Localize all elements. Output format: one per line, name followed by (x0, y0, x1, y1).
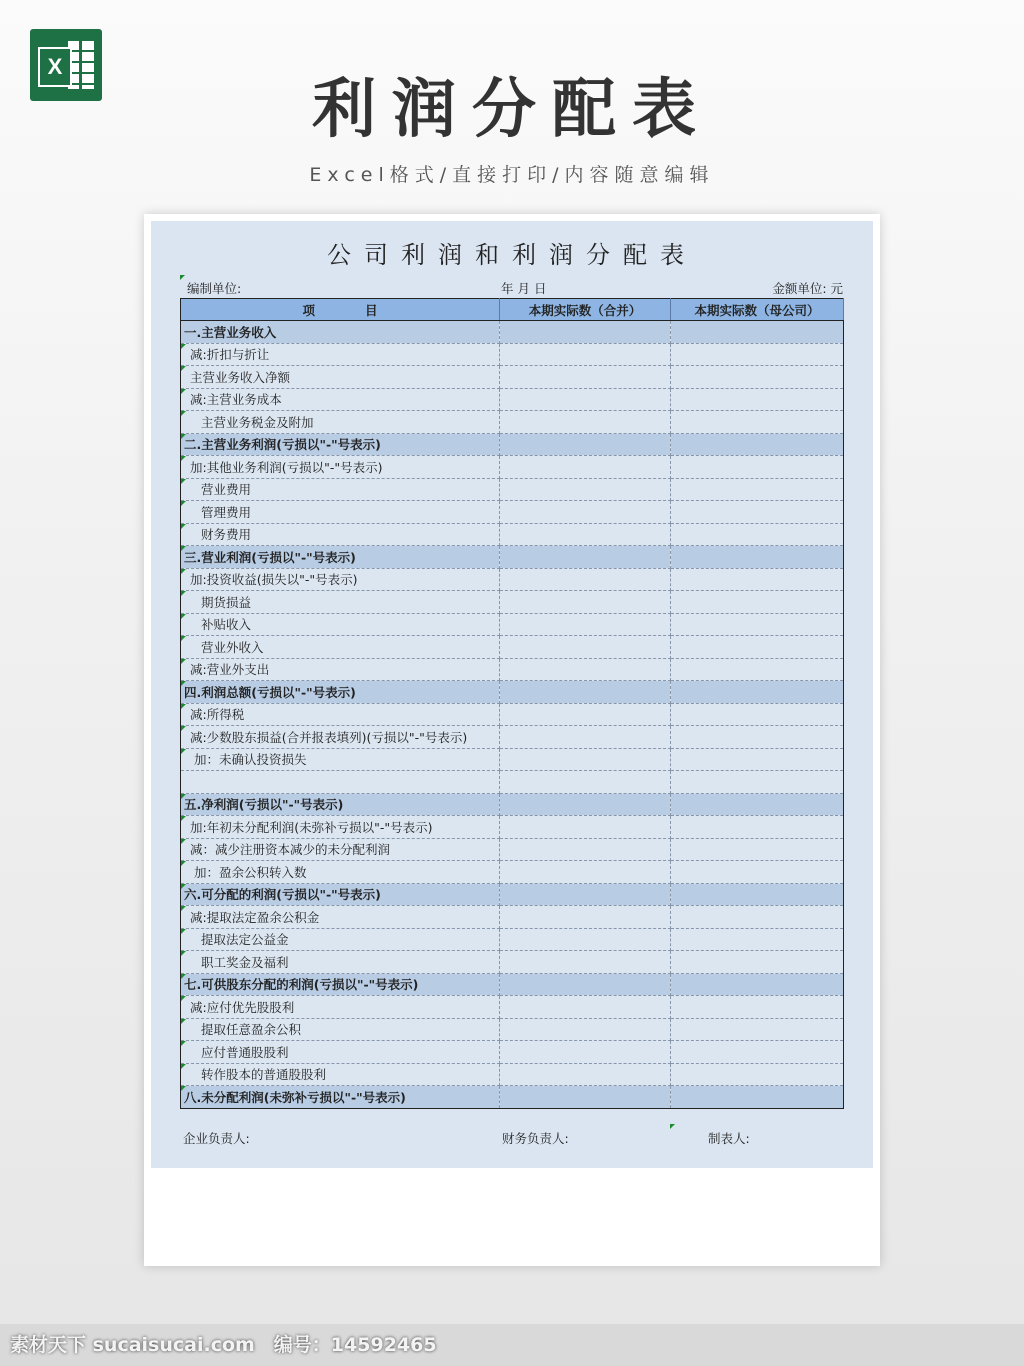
cell-comment-marker (181, 501, 186, 506)
consolidated-value-cell[interactable] (500, 748, 671, 771)
date-label: 年 月 日 (501, 281, 547, 296)
cell-comment-marker (181, 456, 186, 461)
parent-value-cell[interactable] (671, 973, 844, 996)
consolidated-value-cell[interactable] (500, 951, 671, 974)
row-label-cell[interactable]: 财务费用 (181, 523, 500, 546)
consolidated-value-cell[interactable] (500, 321, 671, 344)
row-label-cell[interactable]: 八.未分配利润(未弥补亏损以"-"号表示) (181, 1086, 500, 1109)
table-row (181, 343, 844, 366)
parent-value-cell[interactable] (671, 388, 844, 411)
cell-comment-marker (181, 546, 186, 551)
cell-comment-marker (181, 996, 186, 1001)
cell-comment-marker (181, 411, 186, 416)
preparer-signature-label: 制表人: (708, 1131, 750, 1146)
table-row (181, 388, 844, 411)
spreadsheet-preview-card (144, 214, 880, 1266)
cell-comment-marker (181, 906, 186, 911)
parent-value-cell[interactable] (671, 568, 844, 591)
row-label-cell[interactable]: 减:所得税 (181, 703, 500, 726)
cell-comment-marker (181, 366, 186, 371)
consolidated-value-cell[interactable] (500, 523, 671, 546)
row-label-cell[interactable]: 七.可供股东分配的利润(亏损以"-"号表示) (181, 973, 500, 996)
cell-comment-marker (181, 614, 186, 619)
row-label-cell[interactable]: 营业费用 (181, 478, 500, 501)
cell-comment-marker (181, 1064, 186, 1069)
row-label-cell[interactable] (181, 771, 500, 794)
parent-value-cell[interactable] (671, 1041, 844, 1064)
column-header-parent: 本期实际数（母公司） (671, 299, 844, 321)
cell-comment-marker (181, 434, 186, 439)
consolidated-value-cell[interactable] (500, 681, 671, 704)
table-row (181, 771, 844, 794)
parent-value-cell[interactable] (671, 411, 844, 434)
currency-label: 金额单位: 元 (772, 281, 843, 296)
finance-signature-label: 财务负责人: (502, 1131, 569, 1146)
consolidated-value-cell[interactable] (500, 996, 671, 1019)
sheet-title: 公司利润和利润分配表 (327, 241, 697, 269)
row-label-cell[interactable]: 主营业务收入净额 (181, 366, 500, 389)
consolidated-value-cell[interactable] (500, 928, 671, 951)
consolidated-value-cell[interactable] (500, 883, 671, 906)
section-row (181, 973, 844, 996)
parent-value-cell[interactable] (671, 456, 844, 479)
consolidated-value-cell[interactable] (500, 658, 671, 681)
row-label-cell[interactable]: 减:折扣与折让 (181, 343, 500, 366)
consolidated-value-cell[interactable] (500, 1086, 671, 1109)
parent-value-cell[interactable] (671, 523, 844, 546)
consolidated-value-cell[interactable] (500, 546, 671, 569)
cell-comment-marker (181, 389, 186, 394)
consolidated-value-cell[interactable] (500, 613, 671, 636)
row-label-cell[interactable]: 转作股本的普通股股利 (181, 1063, 500, 1086)
parent-value-cell[interactable] (671, 771, 844, 794)
parent-value-cell[interactable] (671, 1018, 844, 1041)
cell-comment-marker (181, 524, 186, 529)
table-row (181, 1063, 844, 1086)
cell-comment-marker (181, 591, 186, 596)
table-row (181, 636, 844, 659)
row-label-cell[interactable]: 加:年初未分配利润(未弥补亏损以"-"号表示) (181, 816, 500, 839)
consolidated-value-cell[interactable] (500, 771, 671, 794)
consolidated-value-cell[interactable] (500, 568, 671, 591)
cell-comment-marker (181, 884, 186, 889)
row-label-cell[interactable]: 六.可分配的利润(亏损以"-"号表示) (181, 883, 500, 906)
parent-value-cell[interactable] (671, 1063, 844, 1086)
row-label-cell[interactable]: 期货损益 (181, 591, 500, 614)
row-label-cell[interactable]: 主营业务税金及附加 (181, 411, 500, 434)
row-label-cell[interactable]: 减:营业外支出 (181, 658, 500, 681)
table-row (181, 523, 844, 546)
cell-comment-marker (181, 794, 186, 799)
row-label-cell[interactable]: 应付普通股股利 (181, 1041, 500, 1064)
table-row (181, 366, 844, 389)
consolidated-value-cell[interactable] (500, 456, 671, 479)
cell-comment-marker (181, 1086, 186, 1091)
table-row (181, 816, 844, 839)
row-label-cell[interactable]: 提取任意盈余公积 (181, 1018, 500, 1041)
cell-comment-marker (181, 974, 186, 979)
parent-value-cell[interactable] (671, 883, 844, 906)
consolidated-value-cell[interactable] (500, 366, 671, 389)
cell-comment-marker (181, 929, 186, 934)
table-row (181, 1018, 844, 1041)
manager-signature-label: 企业负责人: (183, 1131, 250, 1146)
consolidated-value-cell[interactable] (500, 838, 671, 861)
section-row (181, 1086, 844, 1109)
parent-value-cell[interactable] (671, 501, 844, 524)
unit-label: 编制单位: (187, 281, 242, 296)
cell-comment-marker (181, 704, 186, 709)
table-row (181, 996, 844, 1019)
table-row (181, 838, 844, 861)
section-row (181, 793, 844, 816)
parent-value-cell[interactable] (671, 906, 844, 929)
table-row (181, 501, 844, 524)
row-label-cell[interactable]: 减:提取法定盈余公积金 (181, 906, 500, 929)
cell-comment-marker (181, 951, 186, 956)
cell-comment-marker (181, 344, 186, 349)
cell-comment-marker (181, 659, 186, 664)
parent-value-cell[interactable] (671, 951, 844, 974)
cell-comment-marker (181, 749, 186, 754)
parent-value-cell[interactable] (671, 658, 844, 681)
consolidated-value-cell[interactable] (500, 973, 671, 996)
row-label-cell[interactable]: 减：减少注册资本减少的未分配利润 (181, 838, 500, 861)
section-row (181, 321, 844, 344)
row-label-cell[interactable]: 管理费用 (181, 501, 500, 524)
column-header-item: 项 目 (181, 299, 500, 321)
parent-value-cell[interactable] (671, 816, 844, 839)
row-label-cell[interactable]: 一.主营业务收入 (181, 321, 500, 344)
table-row (181, 478, 844, 501)
consolidated-value-cell[interactable] (500, 1018, 671, 1041)
parent-value-cell[interactable] (671, 928, 844, 951)
column-header-consolidated: 本期实际数（合并） (500, 299, 671, 321)
row-label-cell[interactable]: 补贴收入 (181, 613, 500, 636)
row-label-cell[interactable]: 减:少数股东损益(合并报表填列)(亏损以"-"号表示) (181, 726, 500, 749)
consolidated-value-cell[interactable] (500, 433, 671, 456)
row-label-cell[interactable]: 减:应付优先股股利 (181, 996, 500, 1019)
consolidated-value-cell[interactable] (500, 726, 671, 749)
consolidated-value-cell[interactable] (500, 591, 671, 614)
cell-comment-marker (181, 479, 186, 484)
table-row (181, 928, 844, 951)
excel-letter-badge: X (38, 47, 72, 87)
consolidated-value-cell[interactable] (500, 478, 671, 501)
cell-comment-marker (181, 681, 186, 686)
parent-value-cell[interactable] (671, 321, 844, 344)
consolidated-value-cell[interactable] (500, 343, 671, 366)
row-label-cell[interactable]: 二.主营业务利润(亏损以"-"号表示) (181, 433, 500, 456)
spreadsheet-sheet (151, 221, 873, 1168)
section-row (181, 681, 844, 704)
row-label-cell[interactable]: 营业外收入 (181, 636, 500, 659)
parent-value-cell[interactable] (671, 591, 844, 614)
table-row (181, 703, 844, 726)
table-body (181, 321, 844, 1109)
table-row (181, 658, 844, 681)
cell-comment-marker (181, 636, 186, 641)
table-row (181, 951, 844, 974)
parent-value-cell[interactable] (671, 748, 844, 771)
table-header-row (181, 299, 844, 321)
poster-title: 利润分配表 (312, 73, 712, 147)
profit-distribution-table (180, 298, 844, 1109)
section-row (181, 883, 844, 906)
table-row (181, 568, 844, 591)
consolidated-value-cell[interactable] (500, 703, 671, 726)
consolidated-value-cell[interactable] (500, 388, 671, 411)
parent-value-cell[interactable] (671, 793, 844, 816)
cell-comment-marker (181, 839, 186, 844)
parent-value-cell[interactable] (671, 546, 844, 569)
row-label-cell[interactable]: 五.净利润(亏损以"-"号表示) (181, 793, 500, 816)
table-row (181, 591, 844, 614)
row-label-cell[interactable]: 加:其他业务利润(亏损以"-"号表示) (181, 456, 500, 479)
cell-comment-marker (181, 726, 186, 731)
parent-value-cell[interactable] (671, 613, 844, 636)
cell-comment-marker (670, 1124, 675, 1129)
parent-value-cell[interactable] (671, 681, 844, 704)
parent-value-cell[interactable] (671, 1086, 844, 1109)
table-row (181, 861, 844, 884)
table-row (181, 726, 844, 749)
parent-value-cell[interactable] (671, 996, 844, 1019)
parent-value-cell[interactable] (671, 703, 844, 726)
parent-value-cell[interactable] (671, 838, 844, 861)
row-label-cell[interactable]: 加：未确认投资损失 (181, 748, 500, 771)
consolidated-value-cell[interactable] (500, 861, 671, 884)
watermark-text: 素材天下 sucaisucai.com 编号：14592465 (10, 1334, 437, 1356)
parent-value-cell[interactable] (671, 343, 844, 366)
cell-comment-marker (181, 1041, 186, 1046)
consolidated-value-cell[interactable] (500, 816, 671, 839)
row-label-cell[interactable]: 加:投资收益(损失以"-"号表示) (181, 568, 500, 591)
parent-value-cell[interactable] (671, 726, 844, 749)
row-label-cell[interactable]: 提取法定公益金 (181, 928, 500, 951)
consolidated-value-cell[interactable] (500, 1041, 671, 1064)
cell-comment-marker (181, 861, 186, 866)
parent-value-cell[interactable] (671, 366, 844, 389)
parent-value-cell[interactable] (671, 636, 844, 659)
table-row (181, 748, 844, 771)
consolidated-value-cell[interactable] (500, 636, 671, 659)
parent-value-cell[interactable] (671, 478, 844, 501)
consolidated-value-cell[interactable] (500, 501, 671, 524)
cell-comment-marker (181, 816, 186, 821)
table-row (181, 906, 844, 929)
table-row (181, 1041, 844, 1064)
table-row (181, 456, 844, 479)
consolidated-value-cell[interactable] (500, 793, 671, 816)
poster-subtitle: Excel格式/直接打印/内容随意编辑 (309, 164, 715, 186)
section-row (181, 546, 844, 569)
table-row (181, 411, 844, 434)
cell-comment-marker (180, 275, 185, 280)
section-row (181, 433, 844, 456)
row-label-cell[interactable]: 减:主营业务成本 (181, 388, 500, 411)
table-row (181, 613, 844, 636)
cell-comment-marker (181, 1019, 186, 1024)
row-label-cell[interactable]: 四.利润总额(亏损以"-"号表示) (181, 681, 500, 704)
row-label-cell[interactable]: 职工奖金及福利 (181, 951, 500, 974)
consolidated-value-cell[interactable] (500, 1063, 671, 1086)
parent-value-cell[interactable] (671, 433, 844, 456)
parent-value-cell[interactable] (671, 861, 844, 884)
consolidated-value-cell[interactable] (500, 411, 671, 434)
row-label-cell[interactable]: 加：盈余公积转入数 (181, 861, 500, 884)
consolidated-value-cell[interactable] (500, 906, 671, 929)
cell-comment-marker (181, 569, 186, 574)
row-label-cell[interactable]: 三.营业利润(亏损以"-"号表示) (181, 546, 500, 569)
